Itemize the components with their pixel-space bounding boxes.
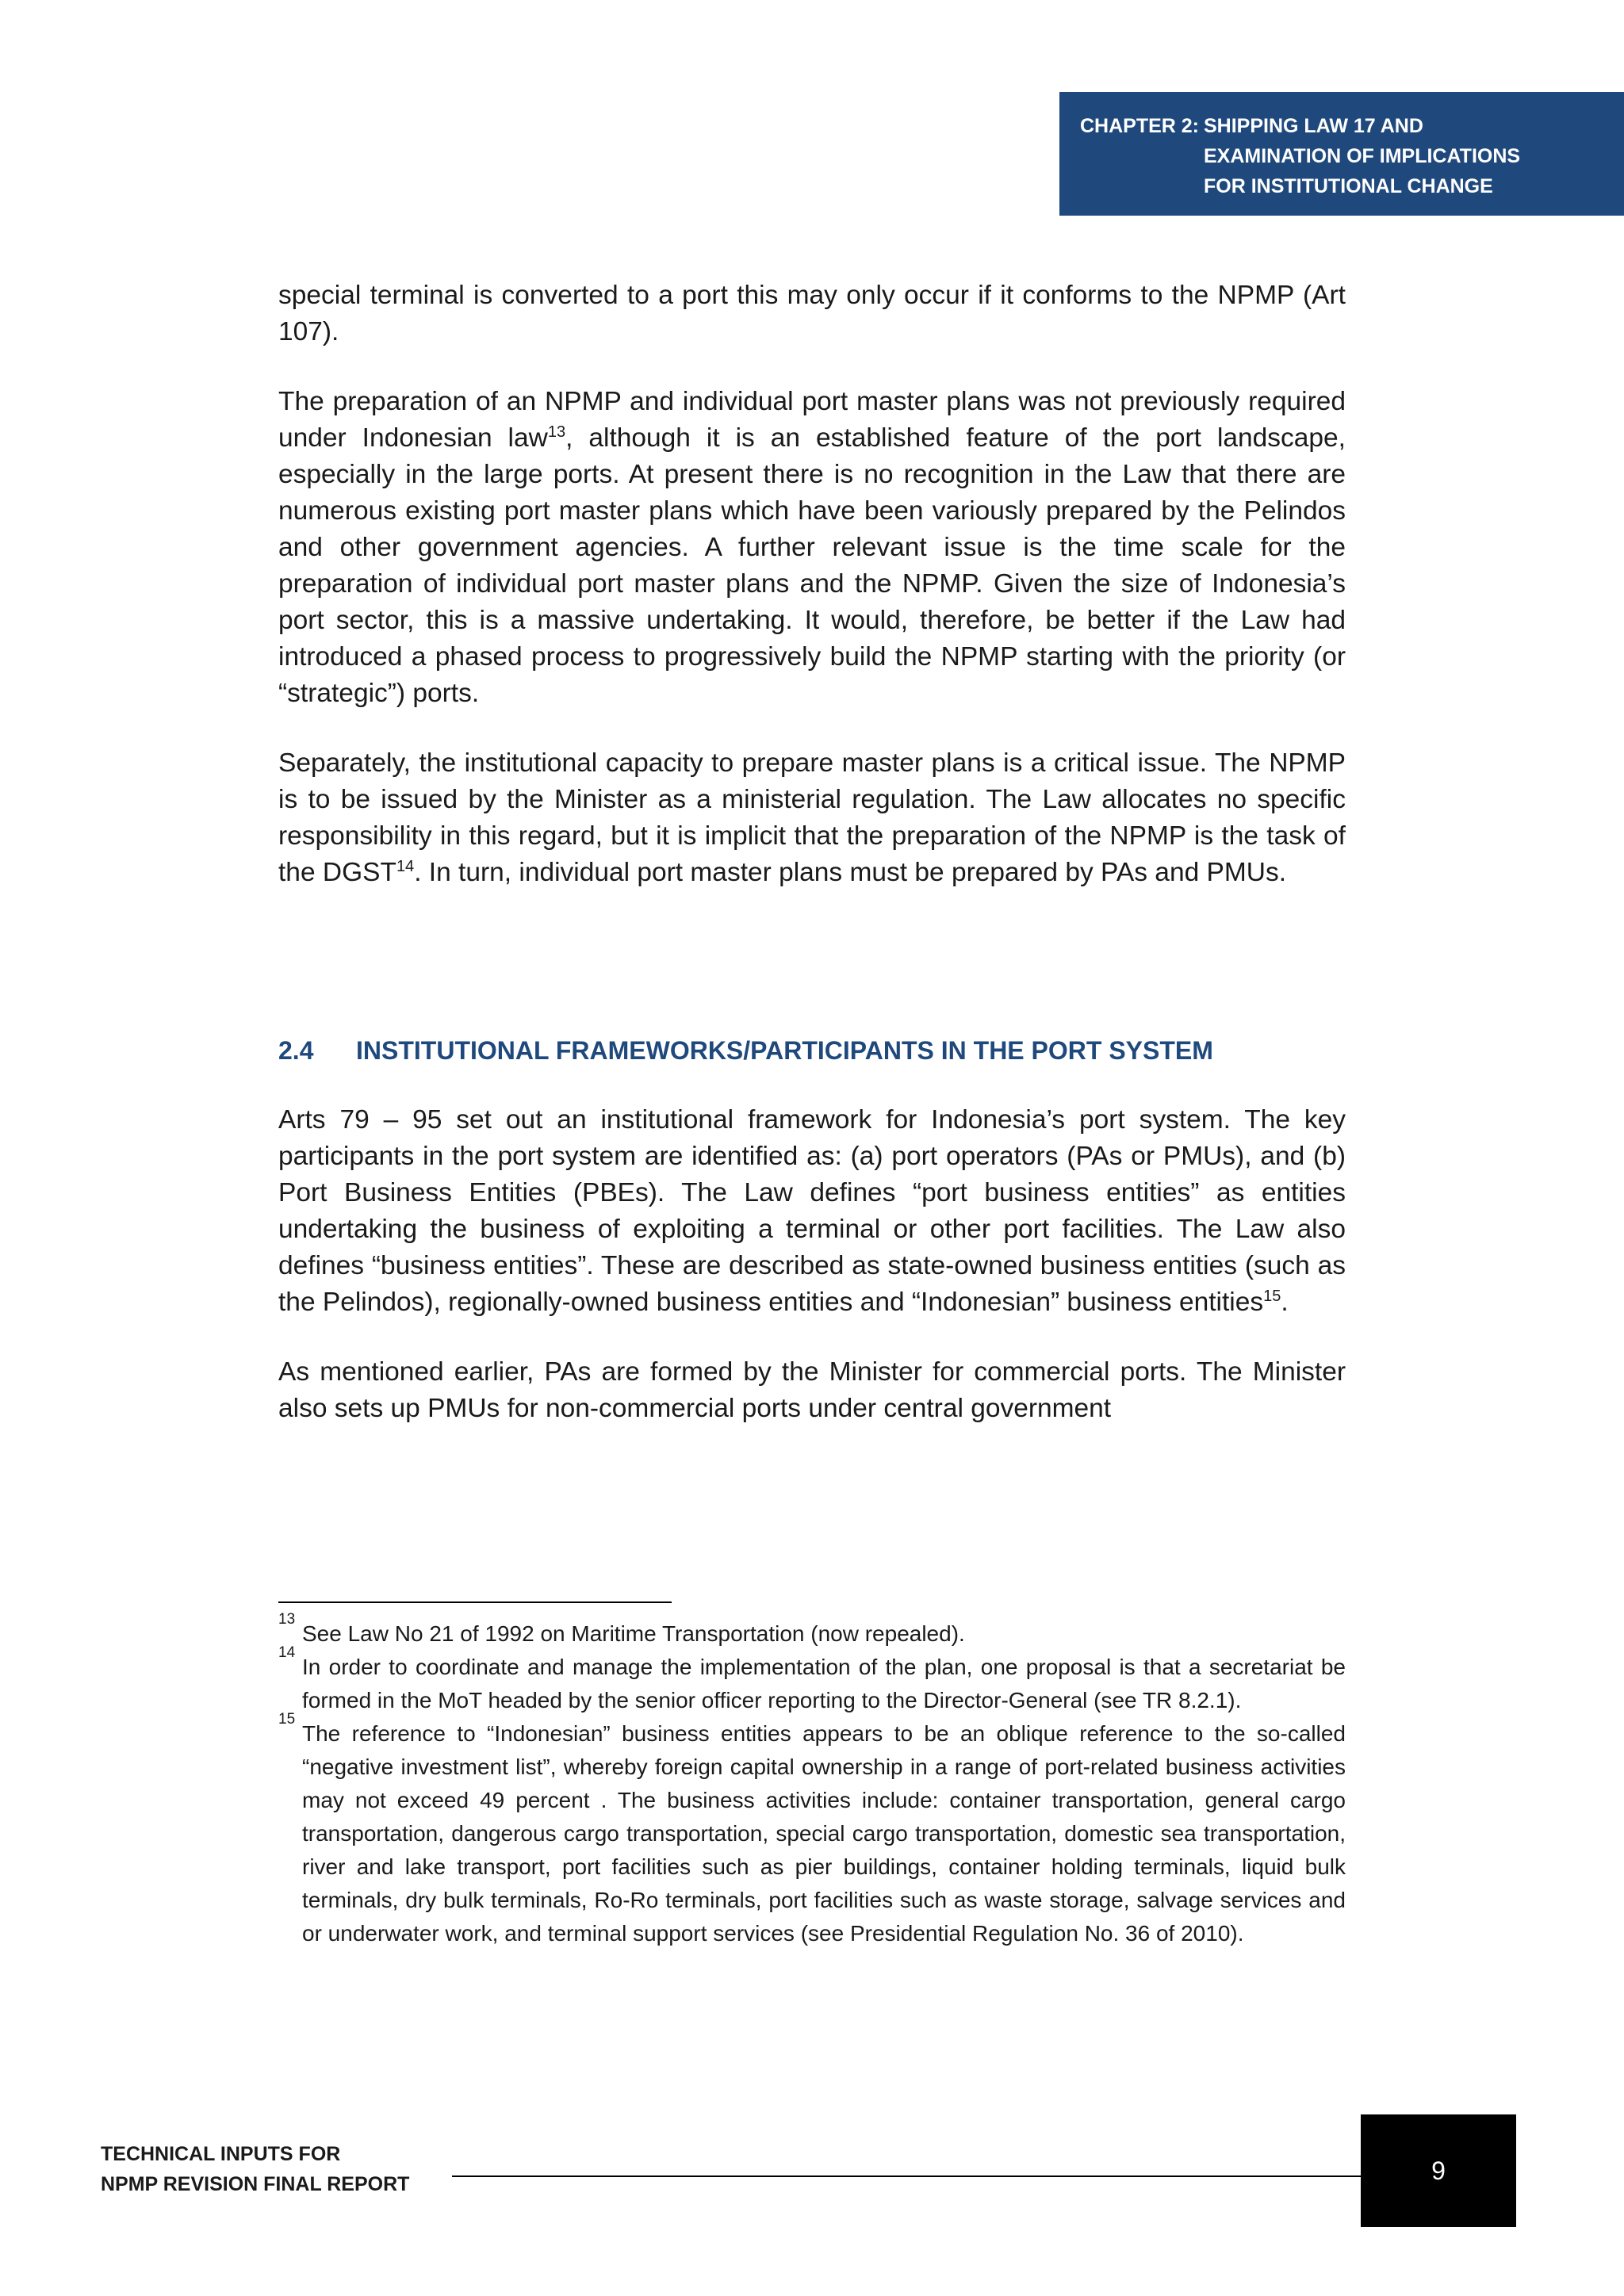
footnote-mark: 15 [278, 1711, 296, 1728]
footnote-ref-13[interactable]: 13 [547, 423, 566, 441]
chapter-header-box [1059, 92, 1624, 216]
section-title: INSTITUTIONAL FRAMEWORKS/PARTICIPANTS IN THE PORT SYSTEM [356, 1036, 1213, 1065]
paragraph-4: Arts 79 – 95 set out an institutional framework for Indonesia’s port system. The key participants in the port system are identified as: (a) port operators (PAs or PMUs), and (b) Port Business Entities (PBEs). The Law defines “port business entities” as entities undertaking the business of exploiting a terminal or other port facilities. The Law also defines “business entities”. These are described as state-owned business entities (such as the Pelindos), regionally-owned business entities and “Indonesian” business entities$^{15}$. [278, 1105, 1346, 1317]
footnote-text: See Law No 21 of 1992 on Maritime Transportation (now repealed). [302, 1621, 965, 1646]
footnotes [278, 1611, 1346, 1950]
footer-report-title [101, 2139, 409, 2199]
paragraph-2: The preparation of an NPMP and individual port master plans was not previously required under Indonesian law$^{13}$, although it is an established feature of the port landscape, especially in the large ports. At present there is no recognition in the Law that there are numerous existing port master plans which have been variously prepared by the Pelindos and other government agencies. A further relevant issue is the time scale for the preparation of individual port master plans and the NPMP. Given the size of Indonesia’s port sector, this is a massive undertaking. It would, therefore, be better if the Law had introduced a phased process to progressively build the NPMP starting with the priority (or “strategic”) ports. [278, 387, 1346, 708]
footnote-ref-15[interactable]: 15 [1263, 1287, 1281, 1305]
footer-title-line-2: NPMP REVISION FINAL REPORT [101, 2173, 410, 2195]
chapter-title-line-2: EXAMINATION OF IMPLICATIONS [1204, 145, 1521, 167]
footnote-divider [278, 1601, 672, 1603]
footer-title-line-1: TECHNICAL INPUTS FOR [101, 2143, 341, 2165]
body-section-lower [278, 1102, 1346, 1427]
footnote-13 [278, 1611, 1346, 1651]
footnote-text: The reference to “Indonesian” business entities appears to be an oblique reference to the so-called “negative investment list”, whereby foreign capital ownership in a range of port-related business activities may not exceed 49 percent . The business activities include: container transportation, general cargo transportation, dangerous cargo transportation, special cargo transportation, domestic sea transportation, river and lake transport, port facilities such as pier buildings, container holding terminals, liquid bulk terminals, dry bulk terminals, Ro-Ro terminals, port facilities such as waste storage, salvage services and or underwater work, and terminal support services (see Presidential Regulation No. 36 of 2010). [302, 1721, 1346, 1946]
footer-divider [452, 2175, 1361, 2177]
body-section-upper [278, 277, 1346, 891]
footnote-15 [278, 1711, 1346, 1950]
chapter-title-line-1: SHIPPING LAW 17 AND [1204, 115, 1423, 137]
paragraph-3: Separately, the institutional capacity to prepare master plans is a critical issue. The NPMP is to be issued by the Minister as a ministerial regulation. The Law allocates no specific responsibility in this regard, but it is implicit that the preparation of the NPMP is the task of the DGST$^{14}$. In turn, individual port master plans must be prepared by PAs and PMUs. [278, 748, 1346, 887]
section-number: 2.4 [278, 1036, 314, 1065]
page-number-box [1361, 2114, 1516, 2227]
page-number: 9 [1431, 2156, 1446, 2185]
paragraph-5: As mentioned earlier, PAs are formed by the Minister for commercial ports. The Minister also sets up PMUs for non-commercial ports under central government [278, 1357, 1346, 1423]
paragraph-1: special terminal is converted to a port this may only occur if it conforms to the NPMP (Art 107). [278, 281, 1346, 346]
chapter-label: CHAPTER 2: [1080, 115, 1200, 137]
footnote-mark: 14 [278, 1644, 296, 1661]
chapter-title-line-3: FOR INSTITUTIONAL CHANGE [1204, 175, 1493, 197]
footnote-text: In order to coordinate and manage the implementation of the plan, one proposal is that a secretariat be formed in the MoT headed by the senior officer reporting to the Director-General (see TR 8.2.1). [302, 1655, 1346, 1712]
footnote-mark: 13 [278, 1611, 296, 1628]
footnote-ref-14[interactable]: 14 [396, 857, 415, 875]
section-heading [278, 1032, 1346, 1069]
footnote-14 [278, 1644, 1346, 1717]
